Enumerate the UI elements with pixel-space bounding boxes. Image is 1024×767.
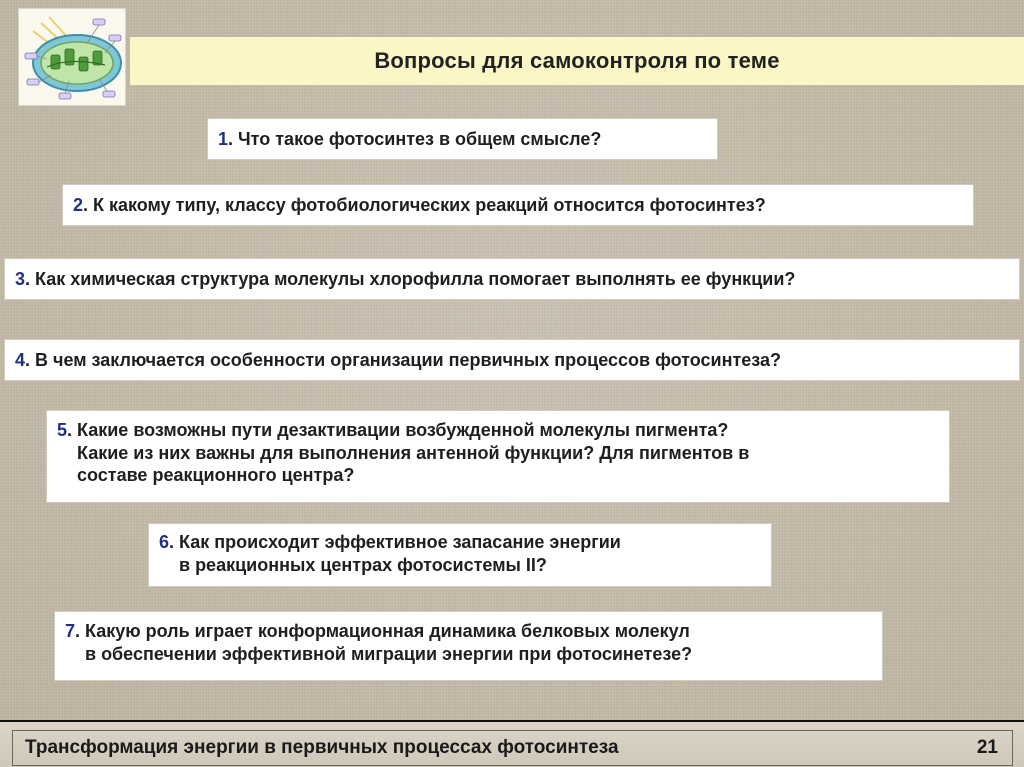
question-number: 2 [73,195,84,215]
footer-frame [12,730,1013,766]
question-text: . Что такое фотосинтез в общем смысле? [228,129,602,149]
question-text-line: составе реакционного центра? [77,465,355,485]
question-6 [148,523,772,587]
question-number: 3 [15,269,26,289]
question-text-line: в обеспечении эффективной миграции энергии при фотосинетезе? [85,643,693,664]
question-text: . В чем заключается особенности организации первичных процессов фотосинтеза? [25,350,781,370]
slide-title: Вопросы для самоконтроля по теме [374,48,780,73]
question-number: 5 [57,420,68,440]
question-text: . Как химическая структура молекулы хлорофилла помогает выполнять ее функции? [25,269,796,289]
question-text: . К какому типу, классу фотобиологических реакций относится фотосинтез? [83,195,766,215]
page-number: 21 [976,737,998,758]
question-text-line: Какие из них важны для выполнения антенной функции? Для пигментов в [77,442,750,463]
question-1 [207,118,718,160]
question-5 [46,410,950,503]
question-4 [4,339,1020,381]
footer-title: Трансформация энергии в первичных процессах фотосинтеза [25,737,619,758]
question-3 [4,258,1020,300]
question-2 [62,184,974,226]
question-text: . Какую роль играет конформационная динамика белковых молекул [75,621,690,641]
question-number: 7 [65,621,76,641]
question-7 [54,611,883,681]
question-text-line: в реакционных центрах фотосистемы II? [179,554,547,575]
question-number: 6 [159,532,170,552]
question-text: . Какие возможны пути дезактивации возбужденной молекулы пигмента? [67,420,729,440]
footer-bar [0,720,1024,767]
chloroplast-icon [19,9,125,105]
chloroplast-logo [18,8,126,106]
question-number: 4 [15,350,26,370]
title-bar [130,37,1024,85]
question-text: . Как происходит эффективное запасание энергии [169,532,621,552]
question-number: 1 [218,129,229,149]
